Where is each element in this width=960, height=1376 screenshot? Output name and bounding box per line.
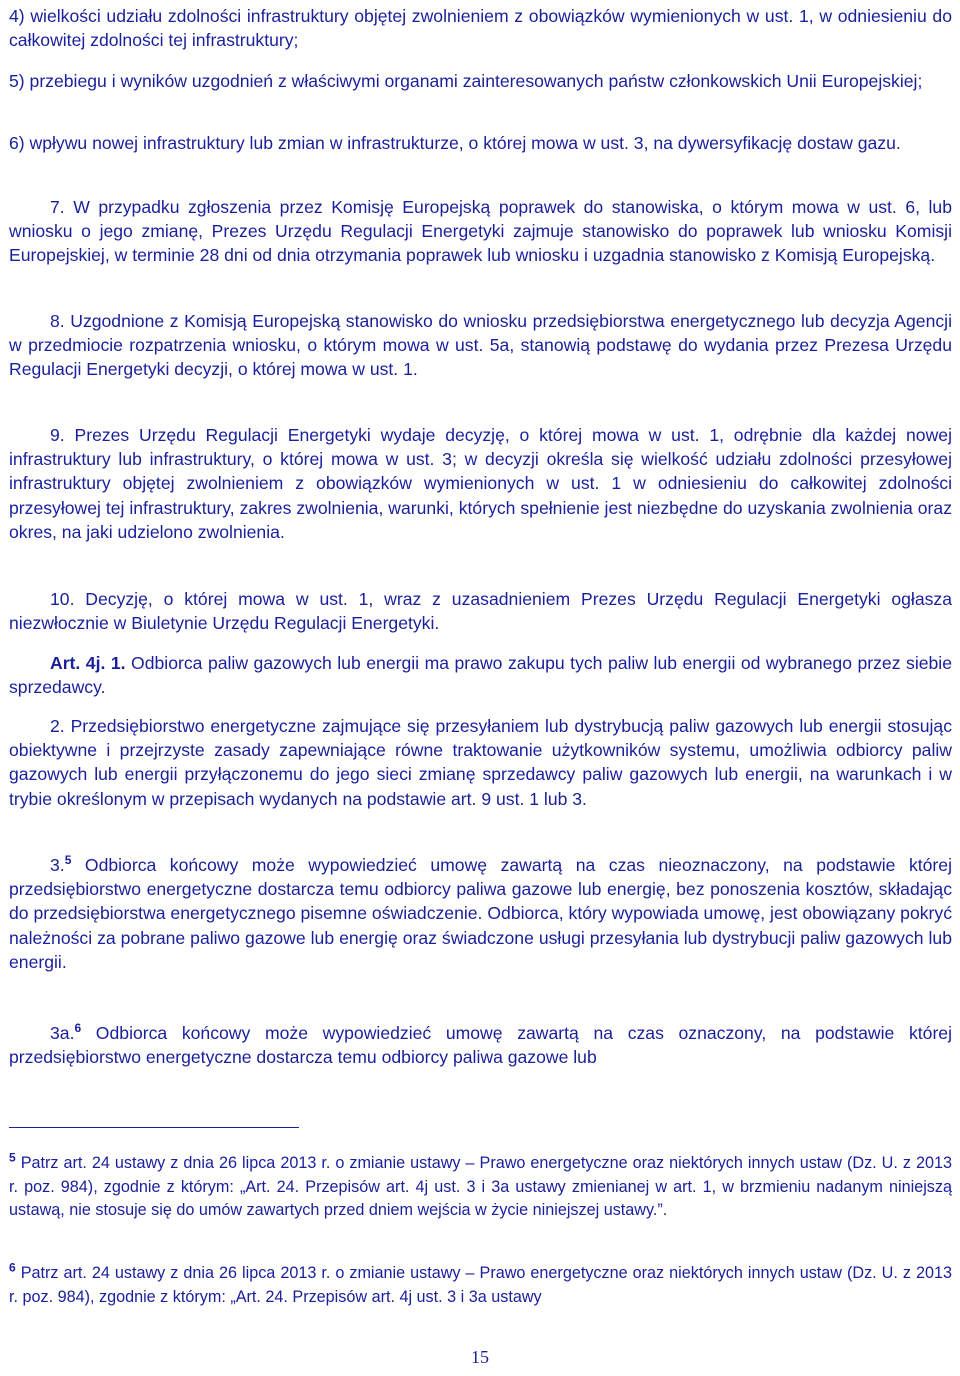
paragraph-3a-text: Odbiorca końcowy może wypowiedzieć umowę zawartą na czas oznaczony, na podstawie której przedsiębiorstwo energetyczne dostarcza temu odbiorcy paliwa gazowe lub — [9, 1023, 952, 1068]
footnote-5-text: Patrz art. 24 ustawy z dnia 26 lipca 2013 r. o zmianie ustawy – Prawo energetyczne oraz niektórych innych ustaw (Dz. U. z 2013 r. poz. 984), zgodnie z którym: „Art. 24. Przepisów art. 4j ust. 3 i 3a ustawy zmienianej w art. 1, w brzmieniu nadanym niniejszą ustawą, nie stosuje się do umów zawartych przed dniem wejścia w życie niniejszej ustawy.”. — [9, 1154, 952, 1219]
article-label: Art. 4j. 1. — [50, 653, 126, 673]
footnote-separator — [9, 1127, 299, 1128]
paragraph-3-text: Odbiorca końcowy może wypowiedzieć umowę zawartą na czas nieoznaczony, na podstawie której przedsiębiorstwo energetyczne dostarcza temu odbiorcy paliwa gazowe lub energię, bez ponoszenia kosztów, składając do przedsiębiorstwa energetycznego pisemne oświadczenie. Odbiorca, który wypowiada umowę, jest obowiązany pokryć należności za pobrane paliwo gazowe lub energię oraz świadczone usługi przesyłania lub dystrybucji paliw gazowych lub energii. — [9, 855, 952, 972]
list-item-4: 4) wielkości udziału zdolności infrastruktury objętej zwolnieniem z obowiązków wymienionych w ust. 1, w odniesieniu do całkowitej zdolności tej infrastruktury; — [9, 6, 952, 51]
paragraph-8: 8. Uzgodnione z Komisją Europejską stanowisko do wniosku przedsiębiorstwa energetycznego lub decyzja Agencji w przedmiocie rozpatrzenia wniosku, o którym mowa w ust. 5a, stanowią podstawę do wydania przez Prezesa Urzędu Regulacji Energetyki decyzji, o której mowa w ust. 1. — [9, 311, 952, 380]
list-item-5: 5) przebiegu i wyników uzgodnień z właściwymi organami zainteresowanych państw członkowskich Unii Europejskiej; — [9, 71, 923, 91]
paragraph-3 — [9, 853, 952, 974]
article-4j — [9, 651, 952, 699]
paragraph-9: 9. Prezes Urzędu Regulacji Energetyki wydaje decyzję, o której mowa w ust. 1, odrębnie dla każdej nowej infrastruktury lub infrastruktury, o której mowa w ust. 3; w decyzji określa się wielkość udziału zdolności przesyłowej infrastruktury objętej zwolnieniem z obowiązków wymienionych w ust. 1 w odniesieniu do całkowitej zdolności przesyłowej tej infrastruktury, zakres zwolnienia, warunki, których spełnienie jest niezbędne do uzyskania zwolnienia oraz okres, na jaki udzielono zwolnienia. — [9, 425, 952, 542]
footnote-6-text: Patrz art. 24 ustawy z dnia 26 lipca 2013 r. o zmianie ustawy – Prawo energetyczne oraz niektórych innych ustaw (Dz. U. z 2013 r. poz. 984), zgodnie z którym: „Art. 24. Przepisów art. 4j ust. 3 i 3a ustawy — [9, 1264, 952, 1306]
paragraph-3a — [9, 1021, 952, 1069]
article-text: Odbiorca paliw gazowych lub energii ma prawo zakupu tych paliw lub energii od wybranego przez siebie sprzedawcy. — [9, 653, 952, 698]
page-number: 15 — [471, 1347, 489, 1367]
paragraph-2: 2. Przedsiębiorstwo energetyczne zajmujące się przesyłaniem lub dystrybucją paliw gazowych lub energii stosując obiektywne i przejrzyste zasady zapewniające równe traktowanie użytkowników systemu, umożliwia odbiorcy paliw gazowych lub energii przyłączonemu do jego sieci zmianę sprzedawcy paliw gazowych lub energii, na warunkach i w trybie określonym w przepisach wydanych na podstawie art. 9 ust. 1 lub 3. — [9, 716, 952, 809]
list-item-6: 6) wpływu nowej infrastruktury lub zmian w infrastrukturze, o której mowa w ust. 3, na dywersyfikację dostaw gazu. — [9, 133, 901, 153]
footnote-ref-6[interactable]: 6 — [74, 1021, 82, 1036]
footnote-6 — [9, 1262, 952, 1309]
paragraph-3-number: 3. — [50, 855, 65, 875]
footnote-5 — [9, 1152, 952, 1223]
footnote-6-number: 6 — [9, 1260, 16, 1275]
footnote-ref-5[interactable]: 5 — [64, 853, 72, 868]
paragraph-7: 7. W przypadku zgłoszenia przez Komisję Europejską poprawek do stanowiska, o którym mowa w ust. 6, lub wniosku o jego zmianę, Prezes Urzędu Regulacji Energetyki zajmuje stanowisko do poprawek lub wniosku Komisji Europejskiej, w terminie 28 dni od dnia otrzymania poprawek lub wniosku i uzgadnia stanowisko z Komisją Europejską. — [9, 197, 952, 266]
footnote-5-number: 5 — [9, 1150, 16, 1165]
paragraph-10: 10. Decyzję, o której mowa w ust. 1, wraz z uzasadnieniem Prezes Urzędu Regulacji Energetyki ogłasza niezwłocznie w Biuletynie Urzędu Regulacji Energetyki. — [9, 589, 952, 634]
paragraph-3a-number: 3a. — [50, 1023, 75, 1043]
